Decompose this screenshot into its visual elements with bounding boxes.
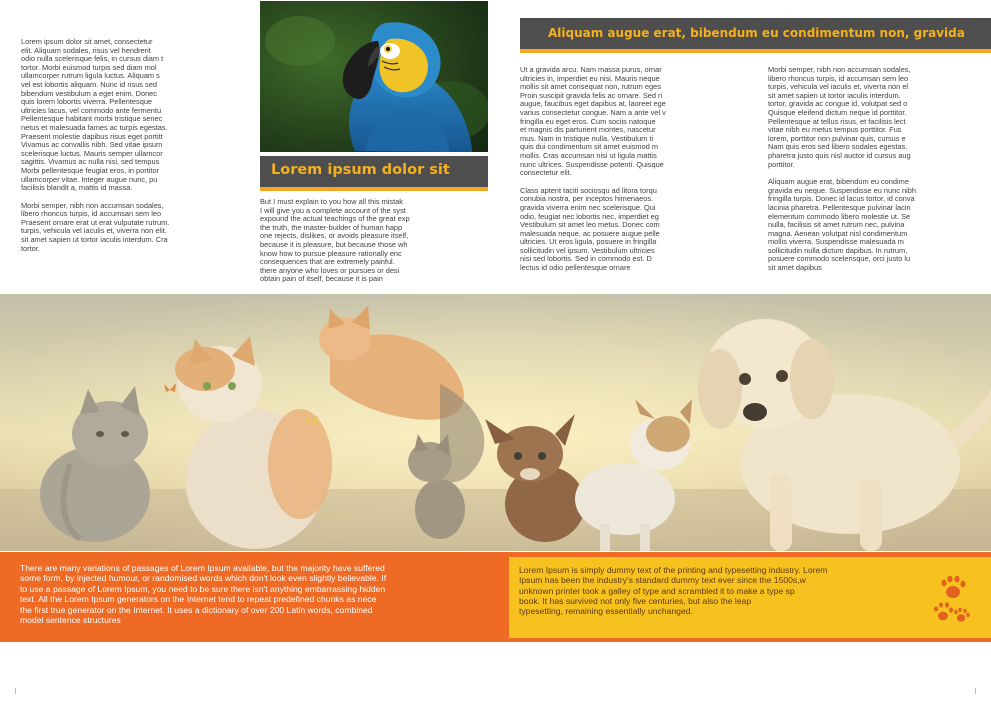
title-accent-line bbox=[520, 49, 991, 53]
right-b-paragraph-2: Aliquam augue erat, bibendum eu condime gravida eu neque. Suspendisse eu nunc nibh fringilla turpis. Donec id lacus tortor, id conva lacinia pharetra. Pellentesque pulvinar lacin elementum commodo libero molestie ut. Se nulla, facilisis sit amet rutrum nec, pulvina magna. Aenean volutpat nisl condimentum mollis viverra. Suspendisse malesuada m sollicitudin nulla dictum dapibus. In rutrum, posuere commodo scelerisque, orci justo lu sit amet dapibus bbox=[768, 177, 916, 273]
right-text-column-b bbox=[768, 66, 936, 273]
right-text-column-a bbox=[520, 66, 685, 273]
middle-title-bar bbox=[260, 156, 488, 191]
footer-right-text: Lorem Ipsum is simply dummy text of the printing and typesetting industry. Lorem Ipsum has been the industry's standard dummy text ever since the 1500s,w unknown printer took a galley of type and scrambled it to make a type sp book. It has survived not only five centuries, but also the leap typesetting, remaining essentially unchanged. bbox=[519, 565, 828, 617]
crop-mark bbox=[15, 688, 16, 694]
right-a-paragraph-1: Ut a gravida arcu. Nam massa purus, ornar ultricies in, imperdiet eu nisi. Mauris neque mollis sit amet consequat non, rutrum eges Proin suscipit gravida felis ac ornare. Sed ri augue, faucibus eget dapibus at, laoreet ege varius consectetur congue. Nam a ante vel v fringilla eu eget eros. Cum sociis natoque et magnis dis parturient montes, nascetur mus. Nam in tristique nulla. Vestibulum ti quis dui condimentum sit amet euismod m mollis. Cras accumsan nisi ut ligula mattis nunc ultrices. Suspendisse potenti. Quisque consectetur elit. bbox=[520, 65, 666, 178]
footer-left-text: There are many variations of passages of Lorem Ipsum available, but the majority have suffered some form, by injected humour, or randomised words which don't look even slightly believable. If to use a passage of Lorem Ipsum, you need to be sure there isn't anything embarrassing hidden text. All the Lorem Ipsum generators on the Internet tend to repeat predefined chunks as nece the first true generator on the Internet. It uses a dictionary of over 200 Latin words, combined model sentence structures bbox=[20, 563, 387, 626]
paw-prints-icon bbox=[931, 574, 971, 626]
right-title: Aliquam augue erat, bibendum eu condimentum non, gravida bbox=[548, 26, 965, 40]
middle-title: Lorem ipsum dolor sit bbox=[271, 162, 450, 178]
right-a-paragraph-2: Class aptent taciti sociosqu ad litora torqu conubia nostra, per inceptos himenaeos. gravida viverra enim nec scelerisque. Qui odio, feugiat nec lobortis nec, imperdiet eg Vestibulum sit amet leo metus. Donec com malesuada neque, ac posuere augue pelle ultricies. Ut eros ligula, posuere in fringilla sollicitudin vel ipsum. Vestibulum ultricies nisi sed lobortis. Sed in commodo est. D lectus id odio pellentesque ornare bbox=[520, 185, 660, 273]
middle-text-column bbox=[260, 198, 488, 284]
crop-mark bbox=[975, 688, 976, 694]
left-paragraph-2: Morbi semper, nibh non accumsan sodales, libero rhoncus turpis, id accumsan sem leo Praesent ornare erat ut erat vulputate rutrum. turpis, vehicula vel iaculis et, viverra non elit. sit amet sapien ut tortor iaculis interdum. Cra tortor. bbox=[21, 200, 170, 253]
middle-paragraph: But I must explain to you how all this mistak I will give you a complete account of the syst expound the actual teachings of the great exp the truth, the master-builder of human happ one rejects, dislikes, or avoids pleasure itself, because it is pleasure, but because those wh know how to pursue pleasure rationally enc consequences that are extremely painful. there anyone who loves or pursues or desi obtain pain of itself, because it is pain bbox=[260, 197, 410, 284]
footer-left-panel bbox=[0, 552, 505, 642]
left-text-column bbox=[21, 38, 191, 253]
footer-right-panel bbox=[505, 552, 991, 642]
right-title-bar bbox=[520, 18, 991, 53]
parrot-photo bbox=[260, 1, 488, 152]
title-accent-line bbox=[260, 187, 488, 191]
left-paragraph-1: Lorem ipsum dolor sit amet, consectetur elit. Aliquam sodales, risus vel hendrerit odio nulla scelerisque felis, in cursus diam t tortor. Morbi euismod turpis sed diam mol ullamcorper rutrum ligula luctus. Aliquam s vel est lobortis aliquam. Nunc id risus sed bibendum vestibulum a eget enim. Donec quis lorem lobortis viverra. Pellentesque ultricies lacus, vel commodo ante fermentu Pellentesque habitant morbi tristique senec netus et malesuada fames ac turpis egestas. Praesent molestie dapibus risus eget portitt Vivamus ac convallis nibh. Sed vitae ipsum scelerisque luctus. Mauris semper ullamcor sagittis. Vivamus ac nulla nisi, sed tempus Morbi pellentesque feugiat eros, in portitor ullamcorper vitae. Integer augue nunc, pu facilisis blandit a, mattis id massa. bbox=[21, 37, 168, 193]
right-b-paragraph-1: Morbi semper, nibh non accumsan sodales, libero rhoncus turpis, id accumsan sem leo turpis, vehicula vel iaculis et, viverra non el sit amet sapien ut tortor iaculis interdum. tortor, gravida ac congue id, volutpat sed o Quisque eleifend dictum neque id porttitor. Pellentesque at tellus risus, et facilisis lect vitae nibh eu metus tempus porttitor. Fus lorem, porttitor non pulvinar quis, cursus e Nam quis eros sed libero sodales egestas. pharetra justo quis nisl auctor id cursus aug porttitor. bbox=[768, 65, 911, 169]
pets-banner-photo bbox=[0, 294, 991, 551]
